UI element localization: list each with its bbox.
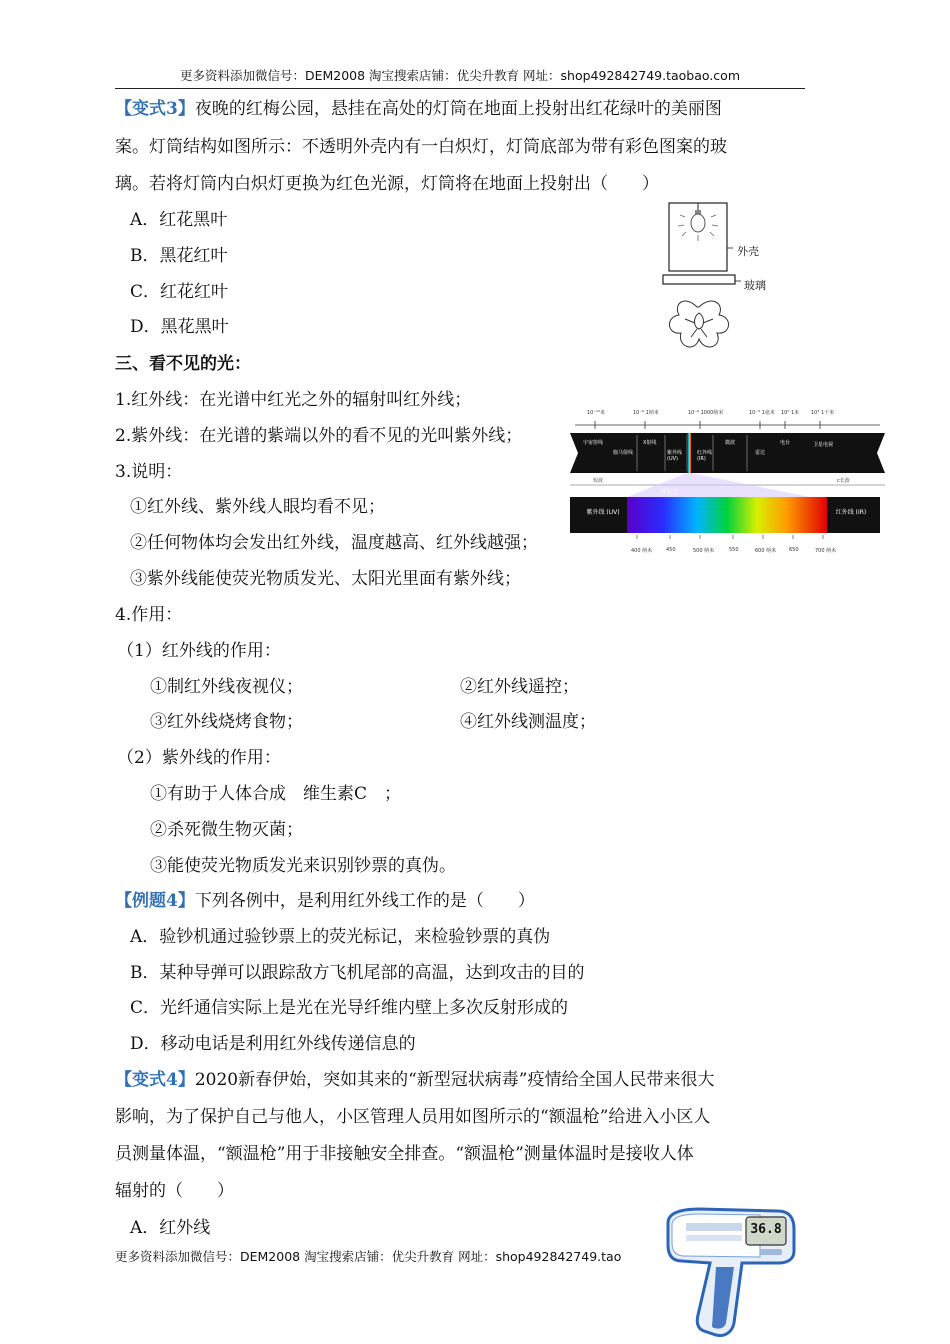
spectrum-diagram: [565, 405, 890, 565]
variant3-option-c: C．红花红叶: [130, 282, 229, 302]
variant4-tag: 【变式4】: [115, 1070, 195, 1090]
glass-plate: [663, 275, 735, 284]
section3-p2: 2.紫外线：在光谱的紫端以外的看不见的光叫紫外线；: [115, 426, 523, 446]
uv-use-2: ②杀死微生物灭菌；: [150, 820, 303, 840]
variant3-text1: 夜晚的红梅公园，悬挂在高处的灯筒在地面上投射出红花绿叶的美丽图: [194, 99, 722, 119]
ir-use-1: ①制红外线夜视仪；: [150, 677, 303, 697]
variant4-option-a: A．红外线: [130, 1218, 211, 1238]
section3-note3: ③紫外线能使荧光物质发光、太阳光里面有紫外线；: [130, 569, 521, 589]
uv-use-1: ①有助于人体合成 维生素C ；: [150, 784, 402, 804]
example4-option-d: D．移动电话是利用红外线传递信息的: [130, 1034, 416, 1054]
section3-title: 三、看不见的光：: [115, 354, 251, 374]
section3-note1: ①红外线、紫外线人眼均看不见；: [130, 497, 385, 517]
short-wave-label: 短波: [593, 478, 604, 484]
ir-band-label: 红外线 (IR): [835, 509, 867, 516]
visible-light-label: 可见光: [660, 489, 679, 496]
section3-p1: 1.红外线：在光谱中红光之外的辐射叫红外线；: [115, 390, 472, 410]
uv-band-label: 紫外线 (UV): [586, 509, 620, 516]
variant3-line1: [115, 97, 722, 121]
example4-stem: [115, 889, 535, 913]
variant3-option-a: A．红花黑叶: [130, 210, 228, 230]
variant3-option-d: D．黑花黑叶: [130, 317, 229, 337]
forehead-thermometer-figure: [660, 1205, 810, 1340]
ir-use-2: ②红外线遥控；: [460, 677, 579, 697]
spectrum-figure: 10⁻¹²米 10⁻⁹ 1纳米 10⁻⁶ 1000纳米 10⁻³ 1毫米 10⁰ 1米 10³ 1千米 宇宙射线 伽马射线 X射线 紫外线(UV) 红外线(IR) 微波 雷达 电台 卫星电视 短波 c长波 可见光 紫外线 (UV) 红外线 (IR) 400 纳米 450 500 纳米 550 600 纳米 650 700 纳米: [565, 405, 890, 565]
ir-use-4: ④红外线测温度；: [460, 712, 596, 732]
variant3-line3: 璃。若将灯筒内白炽灯更换为红色光源，灯筒将在地面上投射出（ ）: [115, 174, 659, 194]
uv-use-3: ③能使荧光物质发光来识别钞票的真伪。: [150, 856, 456, 876]
example4-option-a: A．验钞机通过验钞票上的荧光标记，来检验钞票的真伪: [130, 927, 551, 947]
long-wave-label: c长波: [837, 478, 850, 484]
visible-spectrum-bar: [627, 497, 827, 533]
variant3-line2: 案。灯筒结构如图所示：不透明外壳内有一白炽灯，灯筒底部为带有彩色图案的玻: [115, 137, 727, 157]
page-header: 更多资料添加微信号：DEM2008 淘宝搜索店铺：优尖升教育 网址：shop492842749.taobao.com: [115, 66, 805, 89]
variant3-tag: 【变式3】: [115, 99, 195, 119]
variant4-text1: 2020新春伊始，突如其来的“新型冠状病毒”疫情给全国人民带来很大: [194, 1070, 715, 1090]
variant4-line1: [115, 1068, 715, 1092]
section3-note2: ②任何物体均会发出红外线，温度越高、红外线越强；: [130, 533, 538, 553]
flower-icon: [669, 301, 728, 347]
glass-label: 玻璃: [744, 279, 766, 292]
shell-label: 外壳: [737, 245, 759, 258]
section3-p3: 3.说明：: [115, 462, 183, 482]
ir-use-3: ③红外线烧烤食物；: [150, 712, 303, 732]
example4-option-c: C．光纤通信实际上是光在光导纤维内壁上多次反射形成的: [130, 998, 569, 1018]
section3-p4: 4.作用：: [115, 605, 183, 625]
variant4-line2: 影响，为了保护自己与他人，小区管理人员用如图所示的“额温枪”给进入小区人: [115, 1107, 711, 1127]
uv-uses-title: （2）紫外线的作用：: [117, 748, 281, 768]
thermometer-display: 36.8: [750, 1222, 782, 1237]
thermometer-gun-icon: [660, 1205, 810, 1340]
example4-text: 下列各例中，是利用红外线工作的是（ ）: [194, 891, 535, 911]
lamp-tube-figure: [655, 195, 785, 365]
example4-tag: 【例题4】: [115, 891, 195, 911]
example4-option-b: B．某种导弹可以跟踪敌方飞机尾部的高温，达到攻击的目的: [130, 963, 585, 983]
variant4-line3: 员测量体温，“额温枪”用于非接触安全排查。“额温枪”测量体温时是接收人体: [115, 1144, 694, 1164]
ir-uses-title: （1）红外线的作用：: [117, 641, 281, 661]
variant4-line4: 辐射的（ ）: [115, 1181, 234, 1201]
bulb-icon: [691, 214, 705, 232]
page-footer: 更多资料添加微信号：DEM2008 淘宝搜索店铺：优尖升教育 网址：shop492842749.tao: [115, 1249, 622, 1264]
variant3-option-b: B．黑花红叶: [130, 246, 228, 266]
